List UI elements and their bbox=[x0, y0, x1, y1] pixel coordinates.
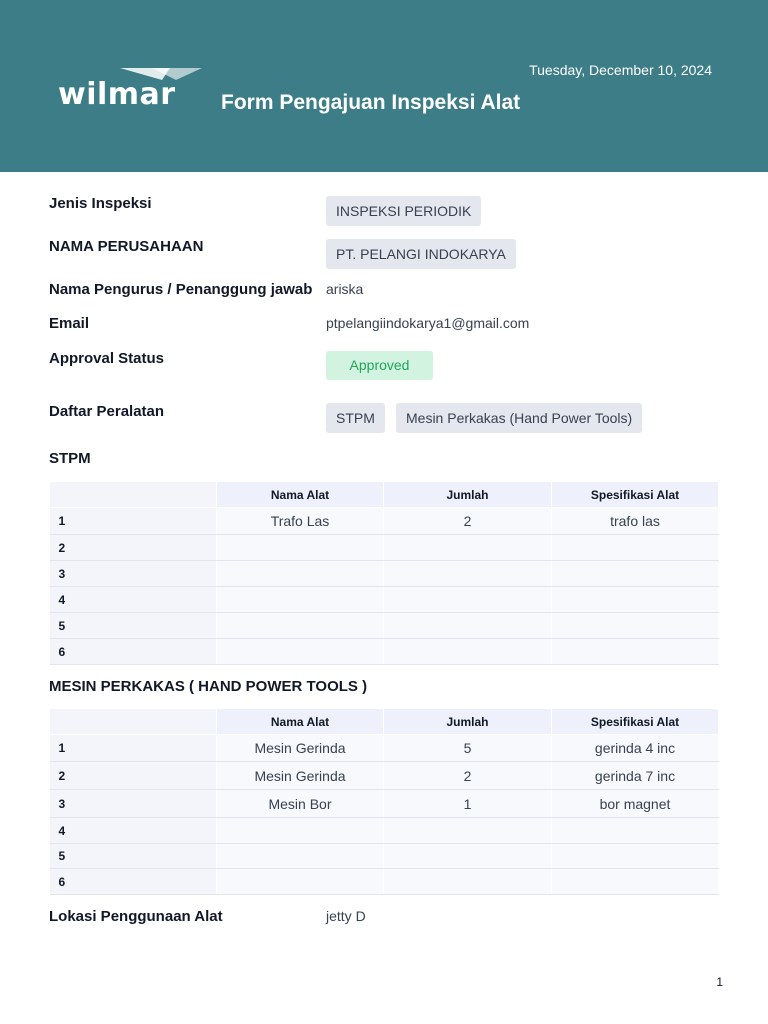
cell-nama-alat: Mesin Bor bbox=[217, 790, 384, 818]
cell-spesifikasi bbox=[552, 639, 719, 665]
email-label: Email bbox=[49, 315, 90, 332]
email-value: ptpelangiindokarya1@gmail.com bbox=[326, 315, 530, 331]
cell-spesifikasi bbox=[552, 561, 719, 587]
table-row bbox=[50, 762, 719, 790]
cell-spesifikasi bbox=[552, 535, 719, 561]
header-date: Tuesday, December 10, 2024 bbox=[529, 62, 712, 78]
nama-perusahaan-label: NAMA PERUSAHAAN bbox=[49, 238, 204, 255]
nama-pengurus-value: ariska bbox=[326, 281, 364, 297]
cell-jumlah bbox=[384, 561, 552, 587]
cell-jumlah bbox=[384, 844, 552, 869]
wilmar-logo bbox=[58, 66, 208, 114]
daftar-peralatan-label: Daftar Peralatan bbox=[49, 403, 165, 420]
cell-spesifikasi bbox=[552, 844, 719, 869]
column-header-nama-alat: Nama Alat bbox=[217, 482, 384, 508]
row-number: 5 bbox=[50, 844, 217, 869]
approval-status-label: Approval Status bbox=[49, 350, 165, 367]
daftar-peralatan-chip-stpm: STPM bbox=[326, 403, 385, 433]
table-header-corner bbox=[50, 482, 217, 508]
table-row bbox=[50, 844, 719, 869]
column-header-nama-alat: Nama Alat bbox=[217, 709, 384, 735]
cell-jumlah bbox=[384, 535, 552, 561]
cell-spesifikasi: bor magnet bbox=[552, 790, 719, 818]
cell-jumlah bbox=[384, 818, 552, 844]
row-number: 2 bbox=[50, 762, 217, 790]
cell-nama-alat bbox=[217, 587, 384, 613]
cell-nama-alat bbox=[217, 818, 384, 844]
row-number: 2 bbox=[50, 535, 217, 561]
table-row bbox=[50, 790, 719, 818]
cell-nama-alat bbox=[217, 535, 384, 561]
cell-jumlah bbox=[384, 613, 552, 639]
table-row bbox=[50, 587, 719, 613]
cell-nama-alat bbox=[217, 639, 384, 665]
cell-spesifikasi: gerinda 7 inc bbox=[552, 762, 719, 790]
nama-perusahaan-value: PT. PELANGI INDOKARYA bbox=[326, 239, 516, 269]
jenis-inspeksi-label: Jenis Inspeksi bbox=[49, 195, 152, 212]
mesin-section-title: MESIN PERKAKAS ( HAND POWER TOOLS ) bbox=[49, 678, 368, 695]
row-number: 1 bbox=[50, 508, 217, 535]
stpm-table bbox=[49, 481, 719, 665]
row-number: 3 bbox=[50, 790, 217, 818]
table-row bbox=[50, 508, 719, 535]
row-number: 3 bbox=[50, 561, 217, 587]
cell-jumlah bbox=[384, 869, 552, 895]
jenis-inspeksi-value: INSPEKSI PERIODIK bbox=[326, 196, 481, 226]
mesin-table bbox=[49, 708, 719, 895]
cell-spesifikasi bbox=[552, 818, 719, 844]
column-header-jumlah: Jumlah bbox=[384, 482, 552, 508]
cell-jumlah: 1 bbox=[384, 790, 552, 818]
cell-jumlah: 2 bbox=[384, 762, 552, 790]
column-header-spesifikasi: Spesifikasi Alat bbox=[552, 482, 719, 508]
page-number: 1 bbox=[716, 975, 723, 989]
table-row bbox=[50, 818, 719, 844]
stpm-section-title: STPM bbox=[49, 450, 91, 467]
cell-jumlah bbox=[384, 639, 552, 665]
column-header-spesifikasi: Spesifikasi Alat bbox=[552, 709, 719, 735]
table-row bbox=[50, 869, 719, 895]
row-number: 4 bbox=[50, 818, 217, 844]
cell-spesifikasi bbox=[552, 613, 719, 639]
row-number: 4 bbox=[50, 587, 217, 613]
cell-nama-alat: Mesin Gerinda bbox=[217, 735, 384, 762]
table-header-row bbox=[50, 709, 719, 735]
table-row bbox=[50, 535, 719, 561]
cell-jumlah: 2 bbox=[384, 508, 552, 535]
cell-nama-alat: Mesin Gerinda bbox=[217, 762, 384, 790]
row-number: 1 bbox=[50, 735, 217, 762]
approval-status-badge: Approved bbox=[326, 351, 433, 380]
table-row bbox=[50, 613, 719, 639]
cell-nama-alat bbox=[217, 561, 384, 587]
nama-pengurus-label: Nama Pengurus / Penanggung jawab bbox=[49, 281, 313, 298]
row-number: 5 bbox=[50, 613, 217, 639]
table-header-row bbox=[50, 482, 719, 508]
cell-jumlah: 5 bbox=[384, 735, 552, 762]
cell-nama-alat bbox=[217, 613, 384, 639]
cell-spesifikasi bbox=[552, 587, 719, 613]
lokasi-value: jetty D bbox=[326, 908, 366, 924]
page-title: Form Pengajuan Inspeksi Alat bbox=[221, 91, 521, 114]
wilmar-logo-text: wilmar bbox=[58, 77, 176, 112]
table-row bbox=[50, 561, 719, 587]
cell-spesifikasi bbox=[552, 869, 719, 895]
cell-nama-alat bbox=[217, 869, 384, 895]
cell-nama-alat: Trafo Las bbox=[217, 508, 384, 535]
table-row bbox=[50, 735, 719, 762]
column-header-jumlah: Jumlah bbox=[384, 709, 552, 735]
table-header-corner bbox=[50, 709, 217, 735]
table-row bbox=[50, 639, 719, 665]
cell-spesifikasi: trafo las bbox=[552, 508, 719, 535]
row-number: 6 bbox=[50, 639, 217, 665]
lokasi-label: Lokasi Penggunaan Alat bbox=[49, 908, 223, 925]
page-header bbox=[0, 0, 768, 172]
cell-spesifikasi: gerinda 4 inc bbox=[552, 735, 719, 762]
cell-jumlah bbox=[384, 587, 552, 613]
cell-nama-alat bbox=[217, 844, 384, 869]
row-number: 6 bbox=[50, 869, 217, 895]
daftar-peralatan-chip-mesin: Mesin Perkakas (Hand Power Tools) bbox=[396, 403, 642, 433]
